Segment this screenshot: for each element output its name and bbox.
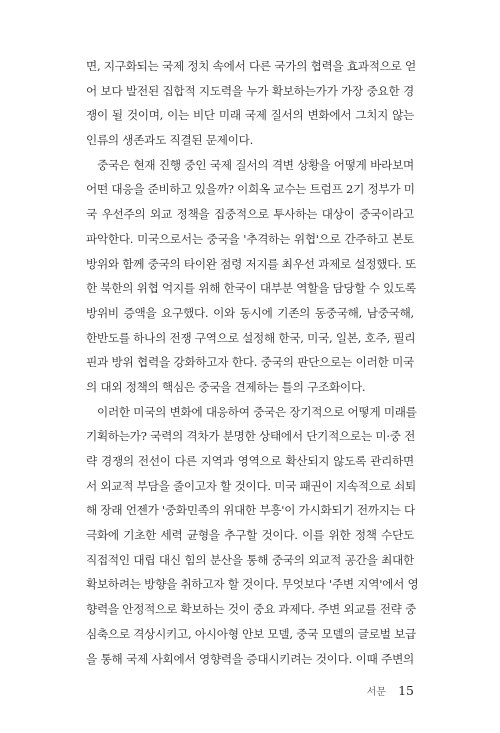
body-text bbox=[86, 54, 419, 671]
running-head: 서문 bbox=[366, 687, 387, 698]
text-line: 심축으로 격상시키고, 아시아형 안보 모델, 중국 모델의 글로벌 보급 bbox=[86, 626, 416, 641]
text-line: 인류의 생존과도 직결된 문제이다. bbox=[86, 133, 254, 148]
text-line: 이러한 미국의 변화에 대응하여 중국은 장기적으로 어떻게 미래를 bbox=[97, 404, 417, 419]
text-line: 을 통해 국제 사회에서 영향력을 증대시키려는 것이다. 이때 주변의 bbox=[86, 651, 414, 666]
page-footer bbox=[367, 683, 414, 699]
text-line: 한반도를 하나의 전쟁 구역으로 설정해 한국, 미국, 일본, 호주, 필리 bbox=[86, 330, 416, 345]
text-line: 의 대외 정책의 핵심은 중국을 견제하는 틀의 구조화이다. bbox=[86, 379, 366, 394]
text-line: 확보하려는 방향을 취하고자 할 것이다. 무엇보다 '주변 지역'에서 영 bbox=[86, 577, 419, 592]
text-line: 략 경쟁의 전선이 다른 지역과 영역으로 확산되지 않도록 관리하면 bbox=[86, 454, 414, 468]
text-line: 향력을 안정적으로 확보하는 것이 중요 과제다. 주변 외교를 전략 중 bbox=[86, 602, 416, 617]
text-line: 어떤 대응을 준비하고 있을까? 이희옥 교수는 트럼프 2기 정부가 미 bbox=[86, 182, 415, 197]
text-line: 직접적인 대립 대신 힘의 분산을 통해 중국의 외교적 공간을 최대한 bbox=[86, 552, 414, 567]
text-line: 중국은 현재 진행 중인 국제 질서의 격변 상황을 어떻게 바라보며 bbox=[97, 157, 414, 172]
text-line: 서 외교적 부담을 줄이고자 할 것이다. 미국 패권이 지속적으로 쇠퇴 bbox=[86, 478, 416, 493]
text-line: 면, 지구화되는 국제 정치 속에서 다른 국가의 협력을 효과적으로 얻 bbox=[86, 59, 416, 73]
text-line: 기획하는가? 국력의 격차가 분명한 상태에서 단기적으로는 미·중 전 bbox=[86, 429, 416, 444]
text-line: 해 장래 언젠가 '중화민족의 위대한 부흥'이 가시화되기 전까지는 다 bbox=[86, 503, 415, 518]
text-line: 극화에 기초한 세력 균형을 추구할 것이다. 이를 위한 정책 수단도 bbox=[86, 528, 414, 543]
paragraph-1 bbox=[86, 54, 414, 153]
text-line: 방위와 함께 중국의 타이완 점령 저지를 최우선 과제로 설정했다. 또 bbox=[86, 256, 416, 271]
page-number: 15 bbox=[398, 683, 414, 698]
text-line: 어 보다 발전된 집합적 지도력을 누가 확보하는가가 가장 중요한 경 bbox=[86, 83, 414, 98]
text-line: 핀과 방위 협력을 강화하고자 한다. 중국의 판단으로는 이러한 미국 bbox=[86, 355, 414, 370]
text-line: 파악한다. 미국으로서는 중국을 '추격하는 위협'으로 간주하고 본토 bbox=[86, 231, 414, 246]
text-line: 방위비 증액을 요구했다. 이와 동시에 기존의 동중국해, 남중국해, bbox=[86, 305, 414, 320]
text-line: 한 북한의 위협 억지를 위해 한국이 대부분 역할을 담당할 수 있도록 bbox=[86, 281, 416, 296]
paragraph-3 bbox=[86, 400, 419, 672]
text-line: 국 우선주의 외교 정책을 집중적으로 투사하는 대상이 중국이라고 bbox=[86, 207, 414, 222]
text-line: 쟁이 될 것이며, 이는 비단 미래 국제 질서의 변화에서 그치지 않는 bbox=[86, 108, 414, 123]
paragraph-2 bbox=[86, 153, 414, 400]
